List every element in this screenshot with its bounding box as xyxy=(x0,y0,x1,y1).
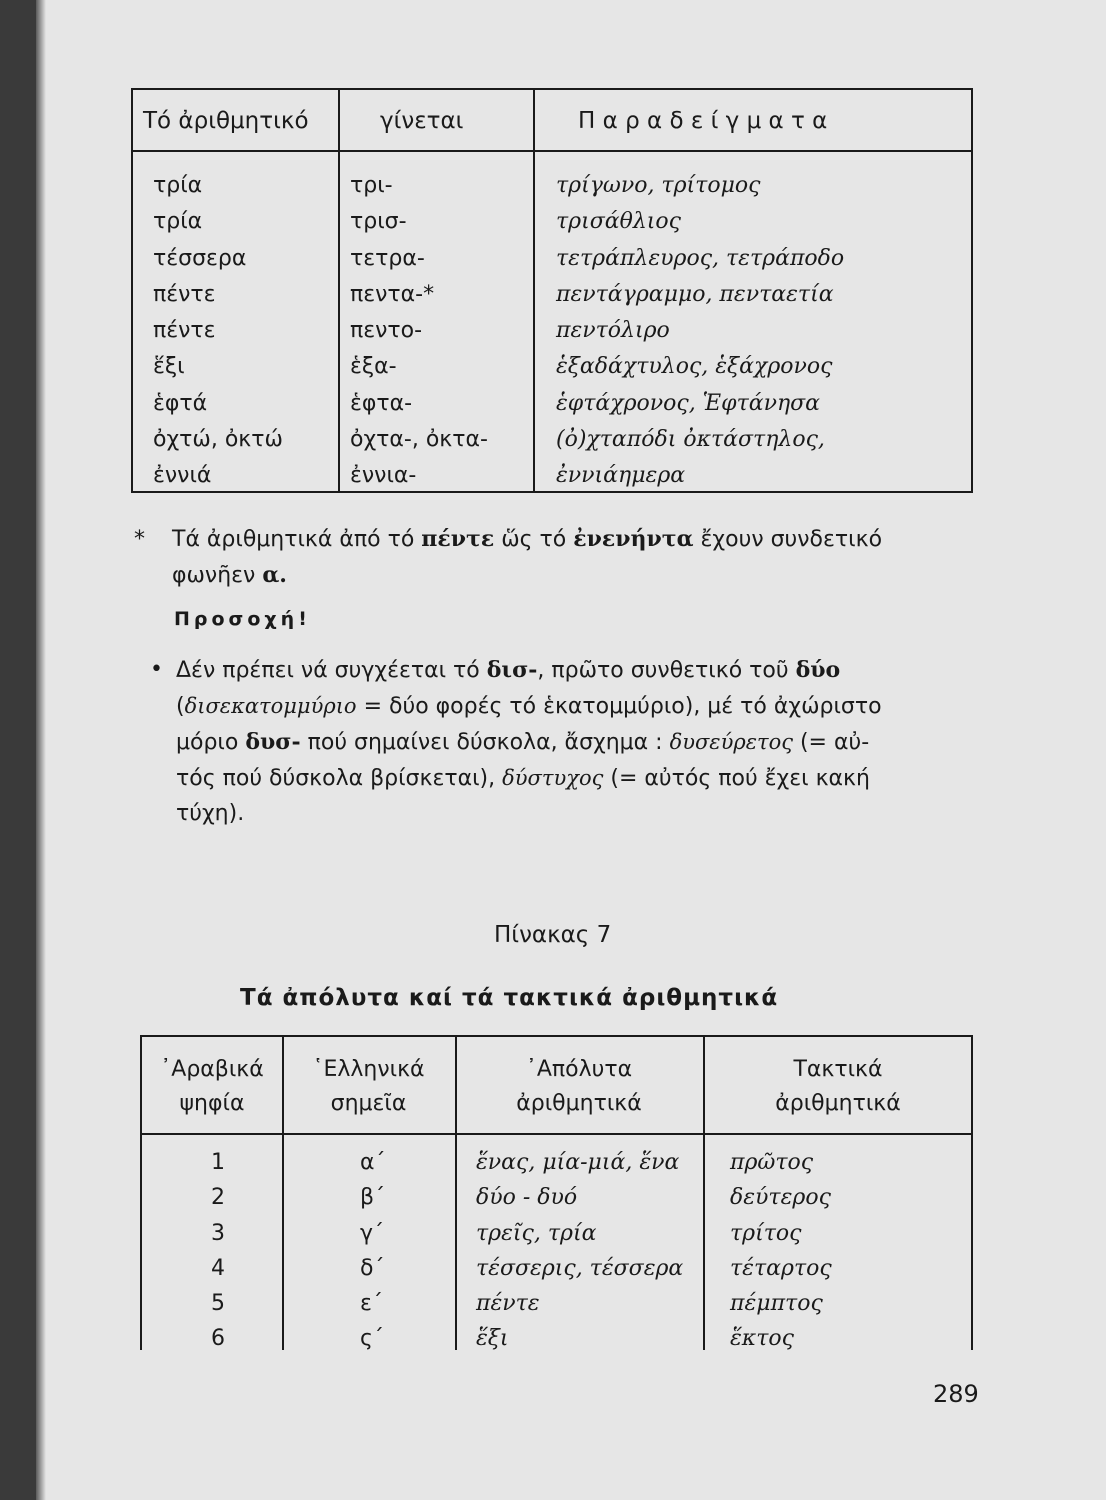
italic-term: δυσεύρετος xyxy=(669,730,793,754)
footnote-line-2 xyxy=(172,558,287,593)
table-cell: πέντε xyxy=(153,281,216,307)
table-cell: τρία xyxy=(153,209,203,235)
table-cell: πεντόλιρο xyxy=(556,318,670,344)
ordinal-column xyxy=(730,1145,832,1357)
cardinal-ordinal-table xyxy=(140,1035,973,1350)
text-run: ὥς τό xyxy=(494,527,574,552)
header-line: ᾿Αραβικά xyxy=(160,1057,264,1082)
numerals-column xyxy=(153,168,283,495)
text-run: τός πού δύσκολα βρίσκεται), xyxy=(176,766,503,791)
table-cell: ἕξι xyxy=(153,354,185,380)
bold-term: α. xyxy=(262,562,287,588)
italic-term: δύστυχος xyxy=(502,766,604,790)
table-cell: ἐννιά xyxy=(153,463,212,489)
greek-column xyxy=(360,1145,386,1357)
table-cell: πεντάγραμμο, πενταετία xyxy=(556,281,834,307)
header-line: ἀριθμητικά xyxy=(775,1091,901,1116)
table-cell: 6 xyxy=(211,1326,225,1352)
numeral-prefix-table xyxy=(131,88,973,493)
table-cell: τρισάθλιος xyxy=(556,209,681,235)
bold-term: ἐνενήντα xyxy=(573,526,694,552)
header-line: ψηφία xyxy=(179,1091,245,1116)
footnote-line-1 xyxy=(172,522,882,557)
paragraph-line: τύχη). xyxy=(176,801,245,826)
table-cell: πεντο- xyxy=(350,318,423,344)
table-cell: τρεῖς, τρία xyxy=(476,1220,597,1246)
header-cardinal xyxy=(455,1053,703,1121)
table-cell: 2 xyxy=(211,1185,225,1211)
text-run: πού σημαίνει δύσκολα, ἄσχημα : xyxy=(300,730,670,755)
header-line: σημεῖα xyxy=(330,1091,407,1116)
footnote-marker: * xyxy=(134,527,145,552)
cardinal-column xyxy=(476,1145,683,1357)
table-cell: πεντα-* xyxy=(350,281,435,307)
table-cell: ἕκτος xyxy=(730,1326,794,1352)
text-run: , πρῶτο συνθετικό τοῦ xyxy=(537,658,796,683)
table-cell: ἕξι xyxy=(476,1326,509,1352)
table-cell: ἑφτα- xyxy=(350,390,413,416)
table-cell: ἐννια- xyxy=(350,463,417,489)
text-run: ἔχουν συνδετικό xyxy=(693,527,883,552)
table-cell: τρία xyxy=(153,173,203,198)
bold-term: δυσ- xyxy=(245,729,301,755)
header-examples: Π α ρ α δ ε ί γ μ α τ α xyxy=(578,108,828,134)
table-cell: ἑξαδάχτυλος, ἑξάχρονος xyxy=(556,354,833,380)
arabic-column xyxy=(182,1145,225,1357)
table-cell: ἑξα- xyxy=(350,354,397,380)
table-cell: πέντε xyxy=(476,1291,540,1317)
table-cell: τετρα- xyxy=(350,245,425,271)
table-cell: 5 xyxy=(211,1291,225,1317)
table-header-rule xyxy=(142,1133,971,1135)
bold-term: δύο xyxy=(795,657,841,683)
text-run: Τά ἀριθμητικά ἀπό τό xyxy=(172,527,422,552)
table-cell: δεύτερος xyxy=(730,1185,831,1211)
paragraph-line xyxy=(176,724,869,761)
table-cell: ε΄ xyxy=(360,1291,383,1317)
table-cell: ἑφτάχρονος, Ἑφτάνησα xyxy=(556,390,821,416)
table-cell: τέσσερις, τέσσερα xyxy=(476,1255,684,1281)
bold-term: πέντε xyxy=(421,526,495,552)
table-header-rule xyxy=(133,150,971,152)
table-cell: τέταρτος xyxy=(730,1255,832,1281)
text-run: (= αὐτός πού ἔχει κακή xyxy=(603,766,870,791)
table-cell: ὀχτα-, ὀκτα- xyxy=(350,427,488,453)
table-cell: τρίτος xyxy=(730,1220,802,1246)
header-line: ᾿Απόλυτα xyxy=(525,1057,633,1082)
table-cell: 4 xyxy=(211,1255,225,1281)
paragraph-line xyxy=(176,688,882,725)
table-number: Πίνακας 7 xyxy=(494,922,612,948)
header-line: ῾Ελληνικά xyxy=(312,1057,425,1082)
table-cell: τρισ- xyxy=(350,209,407,235)
table-cell: πέμπτος xyxy=(730,1291,823,1317)
text-run: = δύο φορές τό ἑκατομμύριο), μέ τό ἀχώριστο xyxy=(356,694,882,719)
table-cell: (ὀ)χταπόδι ὀκτάστηλος, xyxy=(556,427,825,453)
table-cell: τρι- xyxy=(350,173,393,198)
header-line: ἀριθμητικά xyxy=(516,1091,642,1116)
examples-column xyxy=(556,168,844,495)
table-cell: ἕνας, μία-μιά, ἕνα xyxy=(476,1150,680,1175)
bold-term: δισ- xyxy=(486,657,538,683)
table-cell: ἐννιάημερα xyxy=(556,463,686,489)
text-run: (= αὐ- xyxy=(792,730,870,755)
forms-column xyxy=(350,168,488,495)
table-cell: δ΄ xyxy=(360,1255,385,1281)
paragraph-line xyxy=(176,760,870,797)
text-run: ( xyxy=(176,694,185,719)
table-cell: ς΄ xyxy=(360,1326,384,1352)
paragraph-line xyxy=(176,652,840,689)
table-cell: πρῶτος xyxy=(730,1150,814,1175)
header-arabic xyxy=(142,1053,282,1121)
table-cell: γ΄ xyxy=(360,1220,385,1246)
attention-heading: Προσοχή! xyxy=(174,608,311,630)
table-title: Τά ἀπόλυτα καί τά τακτικά ἀριθμητικά xyxy=(240,985,779,1011)
text-run: Δέν πρέπει νά συγχέεται τό xyxy=(176,658,487,683)
header-numeral: Τό ἀριθμητικό xyxy=(143,108,309,134)
header-line: Τακτικά xyxy=(793,1057,883,1082)
table-cell: ἑφτά xyxy=(153,390,208,416)
table-cell: ὀχτώ, ὀκτώ xyxy=(153,427,283,453)
table-cell: τρίγωνο, τρίτομος xyxy=(556,173,761,198)
text-run: φωνῆεν xyxy=(172,563,263,588)
header-becomes: γίνεται xyxy=(380,108,464,134)
table-cell: 3 xyxy=(211,1220,225,1246)
table-cell: τέσσερα xyxy=(153,245,247,271)
bullet: • xyxy=(150,657,163,682)
text-run: μόριο xyxy=(176,730,246,755)
table-cell: α΄ xyxy=(360,1150,386,1175)
table-cell: 1 xyxy=(211,1150,225,1175)
table-cell: τετράπλευρος, τετράποδο xyxy=(556,245,845,271)
header-ordinal xyxy=(703,1053,973,1121)
table-cell: πέντε xyxy=(153,318,216,344)
page-edge-shadow xyxy=(36,0,46,1500)
table-cell: β΄ xyxy=(360,1185,386,1211)
header-greek xyxy=(282,1053,455,1121)
page-number: 289 xyxy=(933,1380,979,1408)
table-cell: δύο - δυό xyxy=(476,1185,578,1211)
italic-term: δισεκατομμύριο xyxy=(184,694,357,718)
